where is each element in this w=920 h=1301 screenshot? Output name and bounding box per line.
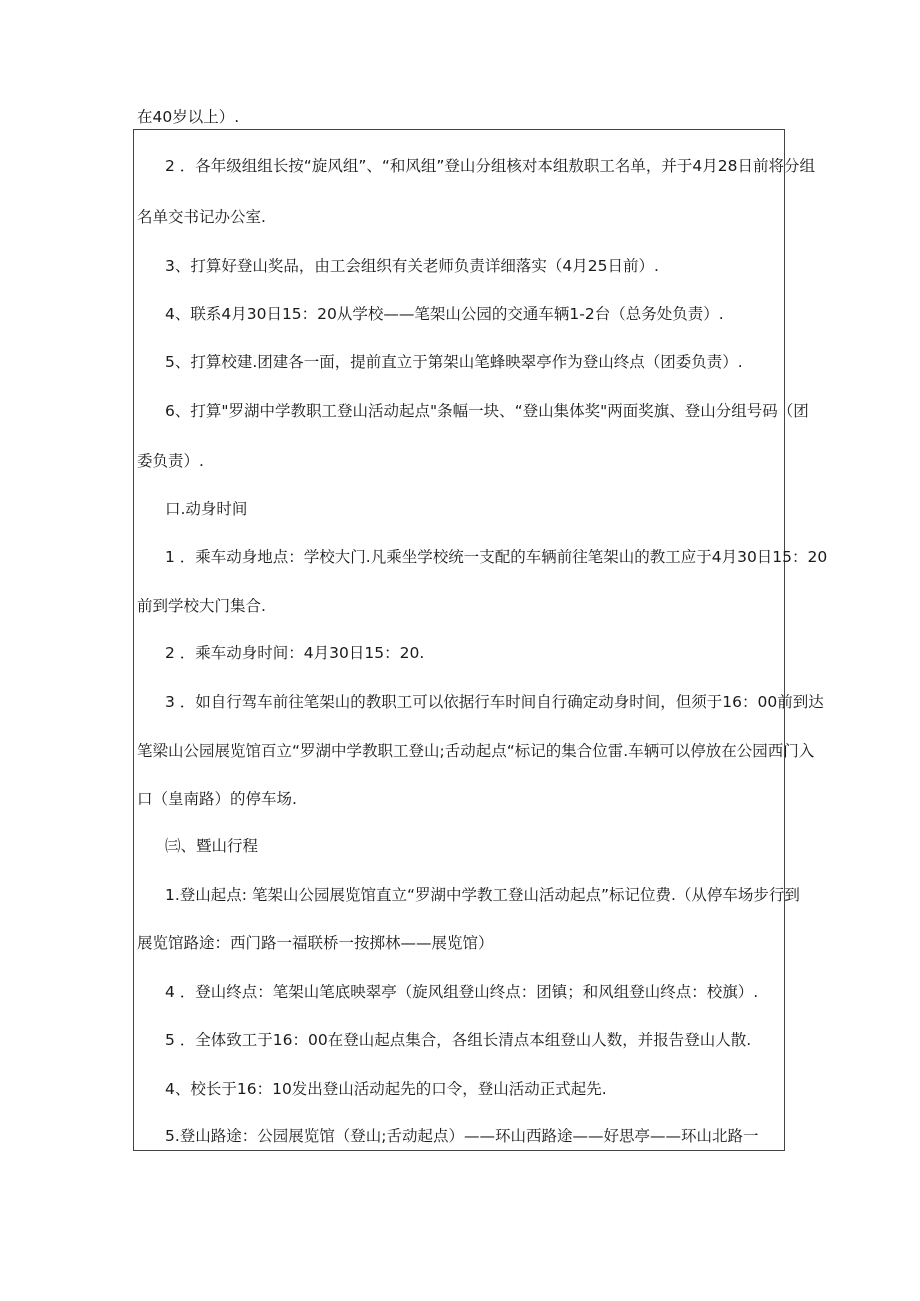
departure-item-3-line-2: 笔梁山公园展览馆百立“罗湖中学教职工登山;舌动起点“标记的集合位雷.车辆可以停放在公园西门入 <box>137 742 815 760</box>
paragraph-2-line-2: 名单交书记办公室. <box>137 208 266 226</box>
itinerary-item-4: 4 ．登山终点：笔架山笔底映翠亭（旋风组登山终点：团镇；和风组登山终点：校旗）. <box>165 983 759 1001</box>
itinerary-item-1-line-1: 1.登山起点: 笔架山公园展览馆直立“罗湖中学教工登山活动起点”标记位费.（从停车场步行到 <box>165 886 800 904</box>
itinerary-item-4b: 4、校长于16：10发出登山活动起先的口令，登山活动正式起先. <box>165 1080 607 1098</box>
intro-tail-text: 在40岁以上）. <box>137 108 240 126</box>
departure-item-1-line-1: 1 ．乘车动身地点：学校大门.凡乘坐学校统一支配的车辆前往笔架山的教工应于4月30日15：20 <box>165 548 828 566</box>
departure-item-3-line-3: 口（皇南路）的停车场. <box>137 790 297 808</box>
departure-item-1-line-2: 前到学校大门集合. <box>137 597 266 615</box>
paragraph-2-line-1: 2 ．各年级组组长按“旋风组”、“和风组”登山分组核对本组敖职工名单，并于4月28日前将分组 <box>165 157 815 175</box>
paragraph-3: 3、打算好登山奖品，由工会组织有关老师负责详细落实（4月25日前）. <box>165 257 659 275</box>
paragraph-6-line-2: 委负责）. <box>137 452 204 470</box>
itinerary-item-5b: 5.登山路途：公园展览馆（登山;舌动起点）——环山西路途——好思亭——环山北路一 <box>165 1127 759 1145</box>
itinerary-item-5: 5 ．全体致工于16：00在登山起点集合，各组长清点本组登山人数，并报告登山人散. <box>165 1031 752 1049</box>
paragraph-4: 4、联系4月30日15：20从学校——笔架山公园的交通车辆1-2台（总务处负责）. <box>165 305 724 323</box>
section-itinerary-heading: ㈢、暨山行程 <box>165 837 259 855</box>
paragraph-5: 5、打算校建.团建各一面，提前直立于第架山笔蜂映翠亭作为登山终点（团委负责）. <box>165 353 743 371</box>
departure-item-3-line-1: 3 ．如自行驾车前往笔架山的教职工可以依据行车时间自行确定动身时间，但须于16：00前到达 <box>165 693 824 711</box>
itinerary-item-1-line-2: 展览馆路途：西门路一福联桥一按掷林——展览馆） <box>137 934 494 952</box>
departure-item-2: 2 ．乘车动身时间：4月30日15：20. <box>165 644 425 662</box>
paragraph-6-line-1: 6、打算"罗湖中学教职工登山活动起点"条幅一块、“登山集体奖"两面奖旗、登山分组号码（团 <box>165 402 809 420</box>
section-departure-heading: 口.动身时间 <box>165 500 248 518</box>
